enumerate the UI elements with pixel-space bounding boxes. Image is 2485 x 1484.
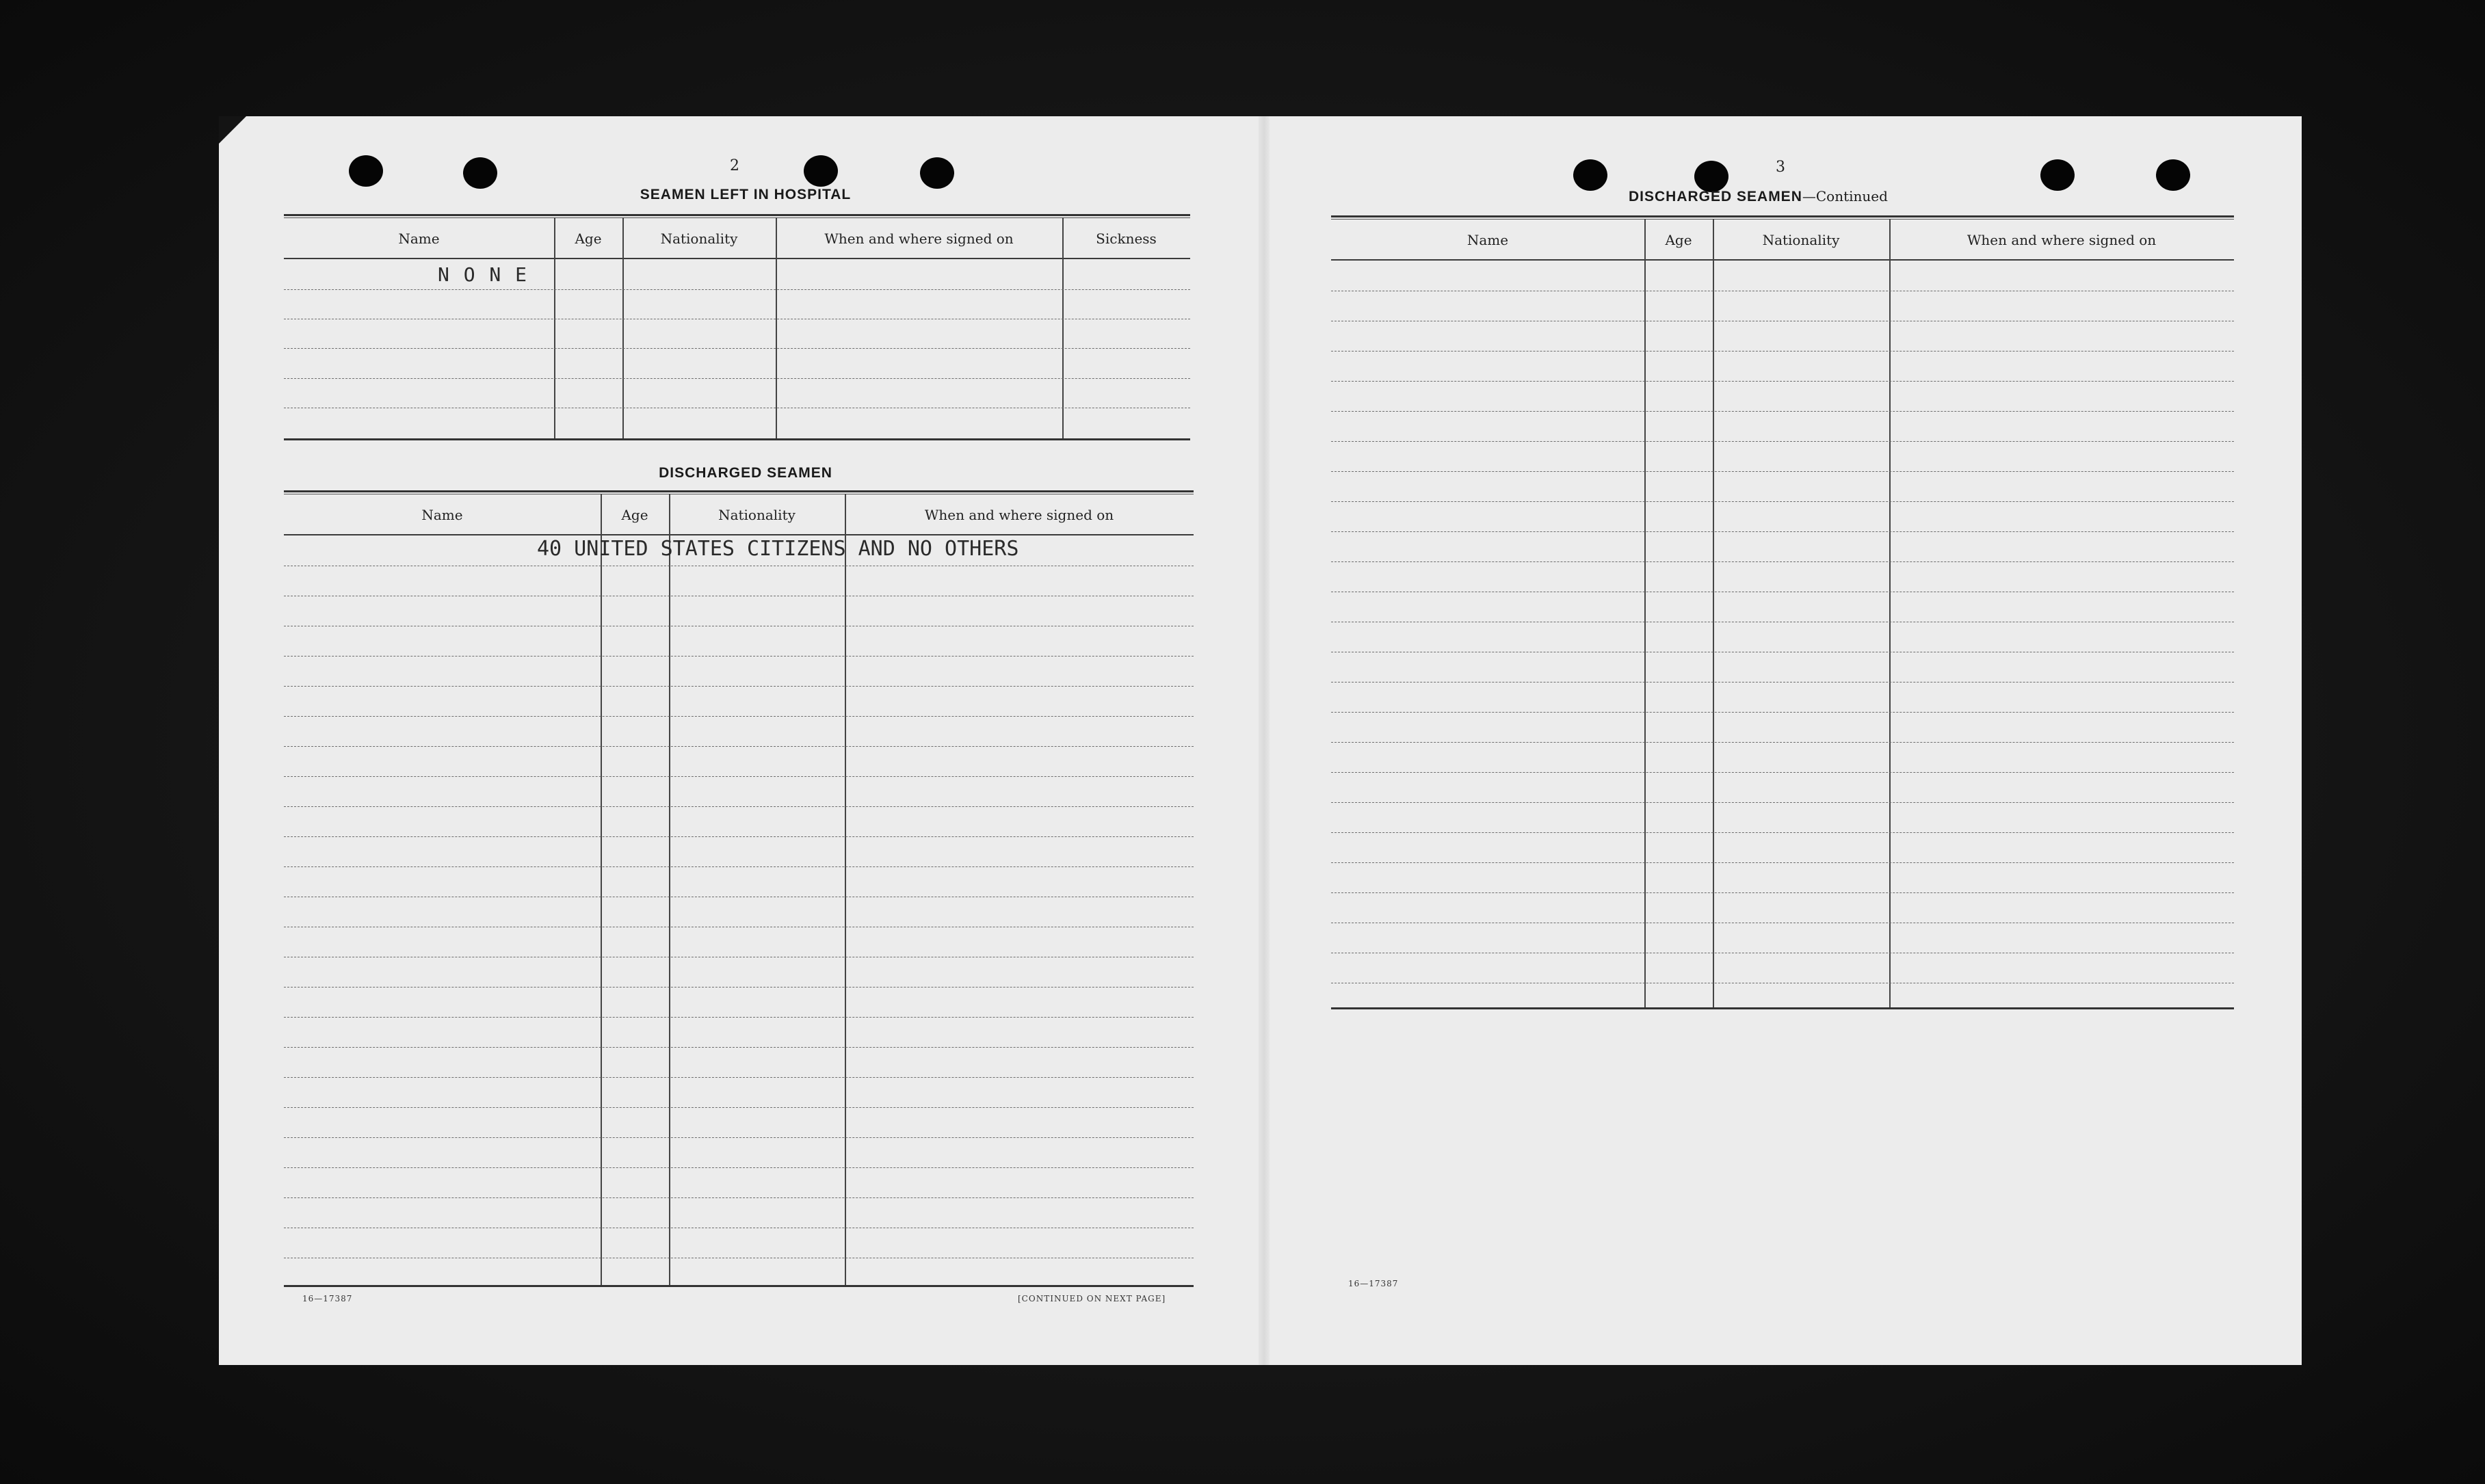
form-number: 16—17387 xyxy=(302,1294,353,1303)
column-header-signed-on: When and where signed on xyxy=(1967,232,2157,248)
ruled-line xyxy=(1331,561,2234,562)
column-header-name: Name xyxy=(421,507,463,523)
column-header-age: Age xyxy=(621,507,648,523)
ruled-line xyxy=(1331,712,2234,713)
punch-hole xyxy=(349,155,383,187)
ruled-line xyxy=(284,776,1194,777)
ruled-line xyxy=(284,746,1194,747)
ruled-line xyxy=(1331,381,2234,382)
ruled-line xyxy=(284,1107,1194,1108)
ruled-line xyxy=(284,1047,1194,1048)
page-number: 2 xyxy=(730,157,739,174)
column-header-nationality: Nationality xyxy=(718,507,796,523)
ruled-line xyxy=(1331,531,2234,532)
continued-note: [CONTINUED ON NEXT PAGE] xyxy=(1018,1294,1166,1303)
ruled-line xyxy=(284,1197,1194,1198)
form-number: 16—17387 xyxy=(1348,1279,1399,1288)
ruled-line xyxy=(1331,351,2234,352)
hospital-table xyxy=(284,214,1190,444)
discharged-entry: 40 UNITED STATES CITIZENS AND NO OTHERS xyxy=(537,537,1019,561)
ruled-line xyxy=(284,866,1194,867)
ruled-line xyxy=(284,686,1194,687)
discharged-continued-table xyxy=(1331,215,2234,1022)
ruled-line xyxy=(1331,501,2234,502)
column-header-age: Age xyxy=(575,230,602,247)
ruled-line xyxy=(284,836,1194,837)
ruled-line xyxy=(1331,862,2234,863)
ruled-line xyxy=(1331,411,2234,412)
column-header-nationality: Nationality xyxy=(1762,232,1840,248)
right-page xyxy=(1270,116,2302,1365)
column-header-nationality: Nationality xyxy=(660,230,738,247)
ruled-line xyxy=(284,1137,1194,1138)
ruled-line xyxy=(1331,441,2234,442)
column-header-age: Age xyxy=(1665,232,1692,248)
ruled-line xyxy=(284,987,1194,988)
ruled-line xyxy=(1331,892,2234,893)
ruled-line xyxy=(284,1167,1194,1168)
punch-hole xyxy=(804,155,838,187)
punch-hole xyxy=(1573,159,1607,191)
title-suffix: —Continued xyxy=(1802,188,1888,204)
page-number: 3 xyxy=(1776,159,1785,176)
hospital-entry: N O N E xyxy=(438,263,529,286)
punch-hole xyxy=(463,157,497,189)
punch-hole xyxy=(2156,159,2190,191)
ruled-line xyxy=(284,1017,1194,1018)
column-header-name: Name xyxy=(1467,232,1509,248)
ruled-line xyxy=(1331,682,2234,683)
ruled-line xyxy=(1331,832,2234,833)
punch-hole xyxy=(2040,159,2075,191)
punch-hole xyxy=(920,157,954,189)
ruled-line xyxy=(284,656,1194,657)
ruled-line xyxy=(1331,802,2234,803)
title-text: DISCHARGED SEAMEN xyxy=(1629,189,1802,204)
page-fold xyxy=(1259,116,1270,1365)
ruled-line xyxy=(284,806,1194,807)
ruled-line xyxy=(284,716,1194,717)
ruled-line xyxy=(1331,471,2234,472)
left-page xyxy=(219,116,1259,1365)
discharged-section-title: DISCHARGED SEAMEN xyxy=(659,465,832,481)
column-header-signed-on: When and where signed on xyxy=(824,230,1014,247)
column-header-sickness: Sickness xyxy=(1096,230,1157,247)
discharged-continued-title xyxy=(1629,188,1888,205)
ruled-line xyxy=(1331,742,2234,743)
column-header-name: Name xyxy=(398,230,440,247)
discharged-table xyxy=(284,490,1194,1293)
hospital-section-title: SEAMEN LEFT IN HOSPITAL xyxy=(640,187,852,202)
column-header-signed-on: When and where signed on xyxy=(924,507,1114,523)
ruled-line xyxy=(284,1077,1194,1078)
ruled-line xyxy=(1331,772,2234,773)
